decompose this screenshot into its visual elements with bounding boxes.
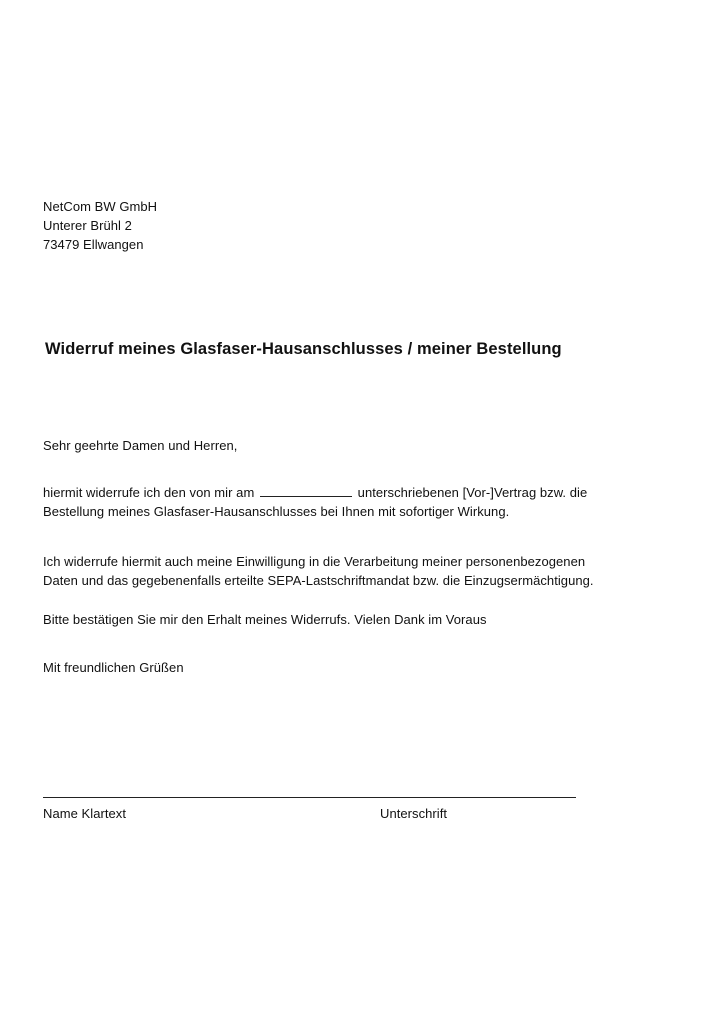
paragraph-withdrawal [43,483,587,521]
recipient-city: 73479 Ellwangen [43,237,144,252]
paragraph-confirmation: Bitte bestätigen Sie mir den Erhalt meines Widerrufs. Vielen Dank im Voraus [43,612,487,627]
signature-line[interactable] [43,797,576,798]
date-blank-field[interactable] [260,484,352,497]
closing: Mit freundlichen Grüßen [43,660,184,675]
recipient-address [43,197,157,254]
paragraph-consent [43,552,594,590]
paragraph-withdrawal-line1-end: unterschriebenen [Vor-]Vertrag bzw. die [357,485,588,500]
paragraph-consent-line1: Ich widerrufe hiermit auch meine Einwilligung in die Verarbeitung meiner personenbezogenen [43,554,586,569]
recipient-company: NetCom BW GmbH [43,199,158,214]
paragraph-withdrawal-line2: Bestellung meines Glasfaser-Hausanschlusses bei Ihnen mit sofortiger Wirkung. [43,504,510,519]
name-label: Name Klartext [43,806,127,821]
recipient-street: Unterer Brühl 2 [43,218,132,233]
salutation: Sehr geehrte Damen und Herren, [43,438,238,453]
signature-label: Unterschrift [380,806,448,821]
paragraph-withdrawal-line1-start: hiermit widerrufe ich den von mir am [43,485,255,500]
paragraph-consent-line2: Daten und das gegebenenfalls erteilte SEPA-Lastschriftmandat bzw. die Einzugsermächtigung. [43,573,594,588]
letter-subject: Widerruf meines Glasfaser-Hausanschlusses / meiner Bestellung [45,340,562,358]
